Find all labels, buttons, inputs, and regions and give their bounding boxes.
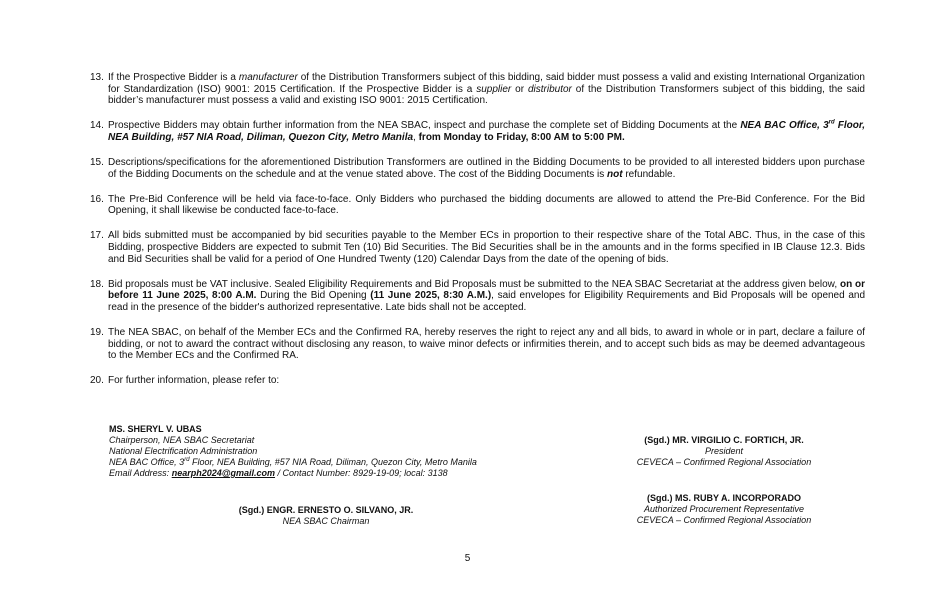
contact-agency: National Electrification Administration (109, 446, 258, 456)
signatory-title: President (704, 446, 744, 456)
item-number: 16. (90, 193, 104, 205)
item-number: 18. (90, 278, 104, 290)
item-text-italic: distributor (527, 83, 572, 95)
contact-title: Chairperson, NEA SBAC Secretariat (109, 435, 255, 445)
item-text: of the Distribution Transformers subject of this bidding, said bidder must possess a valid and existing International Organization for Standardization (ISO) 9001: 2015 Certification. If the Prospective Bidder is a (108, 72, 865, 95)
list-item-16 (86, 194, 865, 217)
list-item-18 (86, 279, 865, 314)
signatory-org: CEVECA – Confirmed Regional Association (636, 515, 812, 525)
list-item-13 (86, 72, 865, 107)
list-item-20 (86, 375, 865, 387)
email-link[interactable]: nearph2024@gmail.com (171, 468, 276, 478)
signatory-name: (Sgd.) MR. VIRGILIO C. FORTICH, JR. (644, 435, 804, 445)
item-text: of the Distribution Transformers subject of this bidding, the said bidder’s manufacturer must possess a valid and existing ISO 9001: 2015 Certification. (108, 83, 865, 107)
signatory-org: CEVECA – Confirmed Regional Association (636, 457, 812, 467)
item-number: 19. (90, 326, 104, 338)
signatory-title: Authorized Procurement Representative (643, 504, 805, 514)
item-text: or (511, 83, 528, 95)
contact-name: MS. SHERYL V. UBAS (109, 424, 202, 434)
deadline-text: on or before 11 June 2025, 8:00 A.M. (108, 278, 866, 302)
item-number: 13. (90, 72, 104, 83)
signatory-fortich (624, 435, 824, 468)
contact-line: Email Address: nearph2024@gmail.com / Contact Number: 8929-19-09; local: 3138 (109, 468, 448, 478)
item-number: 17. (90, 230, 104, 242)
bid-opening-text: (11 June 2025, 8:30 A.M.) (370, 290, 492, 302)
item-text-italic: supplier (476, 83, 512, 95)
contact-block (109, 424, 477, 479)
item-number: 14. (90, 120, 104, 132)
item-text-emphasis: not (607, 168, 623, 180)
list-item-17 (86, 230, 865, 265)
page-number: 5 (464, 553, 471, 564)
item-text: Prospective Bidders may obtain further information from the NEA SBAC, inspect and purchase the complete set of Bidding Documents at the (108, 120, 741, 132)
signatory-name: (Sgd.) ENGR. ERNESTO O. SILVANO, JR. (238, 505, 414, 515)
item-text-italic: manufacturer (238, 72, 298, 83)
item-text: , said envelopes for Eligibility Requirements and Bid Proposals will be opened and read in the presence of the bidder's authorized representative. Late bids shall not be accepted. (108, 290, 866, 313)
item-number: 15. (90, 156, 104, 168)
office-hours: from Monday to Friday, 8:00 AM to 5:00 PM. (418, 131, 625, 143)
item-text: , (413, 131, 419, 143)
list-item-19 (86, 327, 865, 362)
item-number: 20. (90, 375, 104, 387)
item-text: During the Bid Opening (256, 290, 371, 302)
item-text: refundable. (622, 168, 676, 180)
item-text: Bid proposals must be VAT inclusive. Sealed Eligibility Requirements and Bid Proposals must be submitted to the NEA SBAC Secretariat at the address given below, (108, 278, 840, 290)
item-text: If the Prospective Bidder is a (108, 72, 239, 83)
signatory-title: NEA SBAC Chairman (282, 516, 370, 526)
signatory-name: (Sgd.) MS. RUBY A. INCORPORADO (646, 493, 801, 503)
item-text: Descriptions/specifications for the aforementioned Distribution Transformers are outlined in the Bidding Documents to be provided to all interested bidders upon purchase of the Bidding Documents on the schedule and at the venue stated above. The cost of the Bidding Documents is (108, 156, 865, 180)
item-text: The Pre-Bid Conference will be held via face-to-face. Only Bidders who purchased the bidding documents are allowed to attend the Pre-Bid Conference. For the Bid Opening, it shall likewise be conducted face-to-face. (108, 193, 865, 217)
signatory-incorporado (624, 493, 824, 526)
office-address: NEA BAC Office, 3rd Floor, NEA Building, #57 NIA Road, Diliman, Quezon City, Metro Manila (108, 119, 865, 143)
numbered-list (86, 72, 865, 400)
item-text: All bids submitted must be accompanied by bid securities payable to the Member ECs in proportion to their respective share of the Total ABC. Thus, in the case of this Bidding, prospective Bidders are expected to submit Ten (10) Bid Securities. The Bid Securities shall be in the amounts and in the forms specified in IB Clause 12.3. Bids and Bid Securities shall be valid for a period of One Hundred Twenty (120) Calendar Days from the date of the opening of bids. (108, 230, 865, 265)
item-text: The NEA SBAC, on behalf of the Member ECs and the Confirmed RA, hereby reserves the right to reject any and all bids, to award in whole or in part, declare a failure of bidding, or not to award the contract without disclosing any reason, to waive minor defects or infirmities therein, and to accept such bids as may be deemed advantageous to the Member ECs and the Confirmed RA. (108, 326, 865, 362)
signatory-silvano (221, 505, 431, 527)
list-item-15 (86, 157, 865, 180)
contact-address: NEA BAC Office, 3rd Floor, NEA Building, #57 NIA Road, Diliman, Quezon City, Metro Manila (109, 457, 477, 467)
item-text: For further information, please refer to: (108, 375, 280, 387)
list-item-14 (86, 120, 865, 143)
